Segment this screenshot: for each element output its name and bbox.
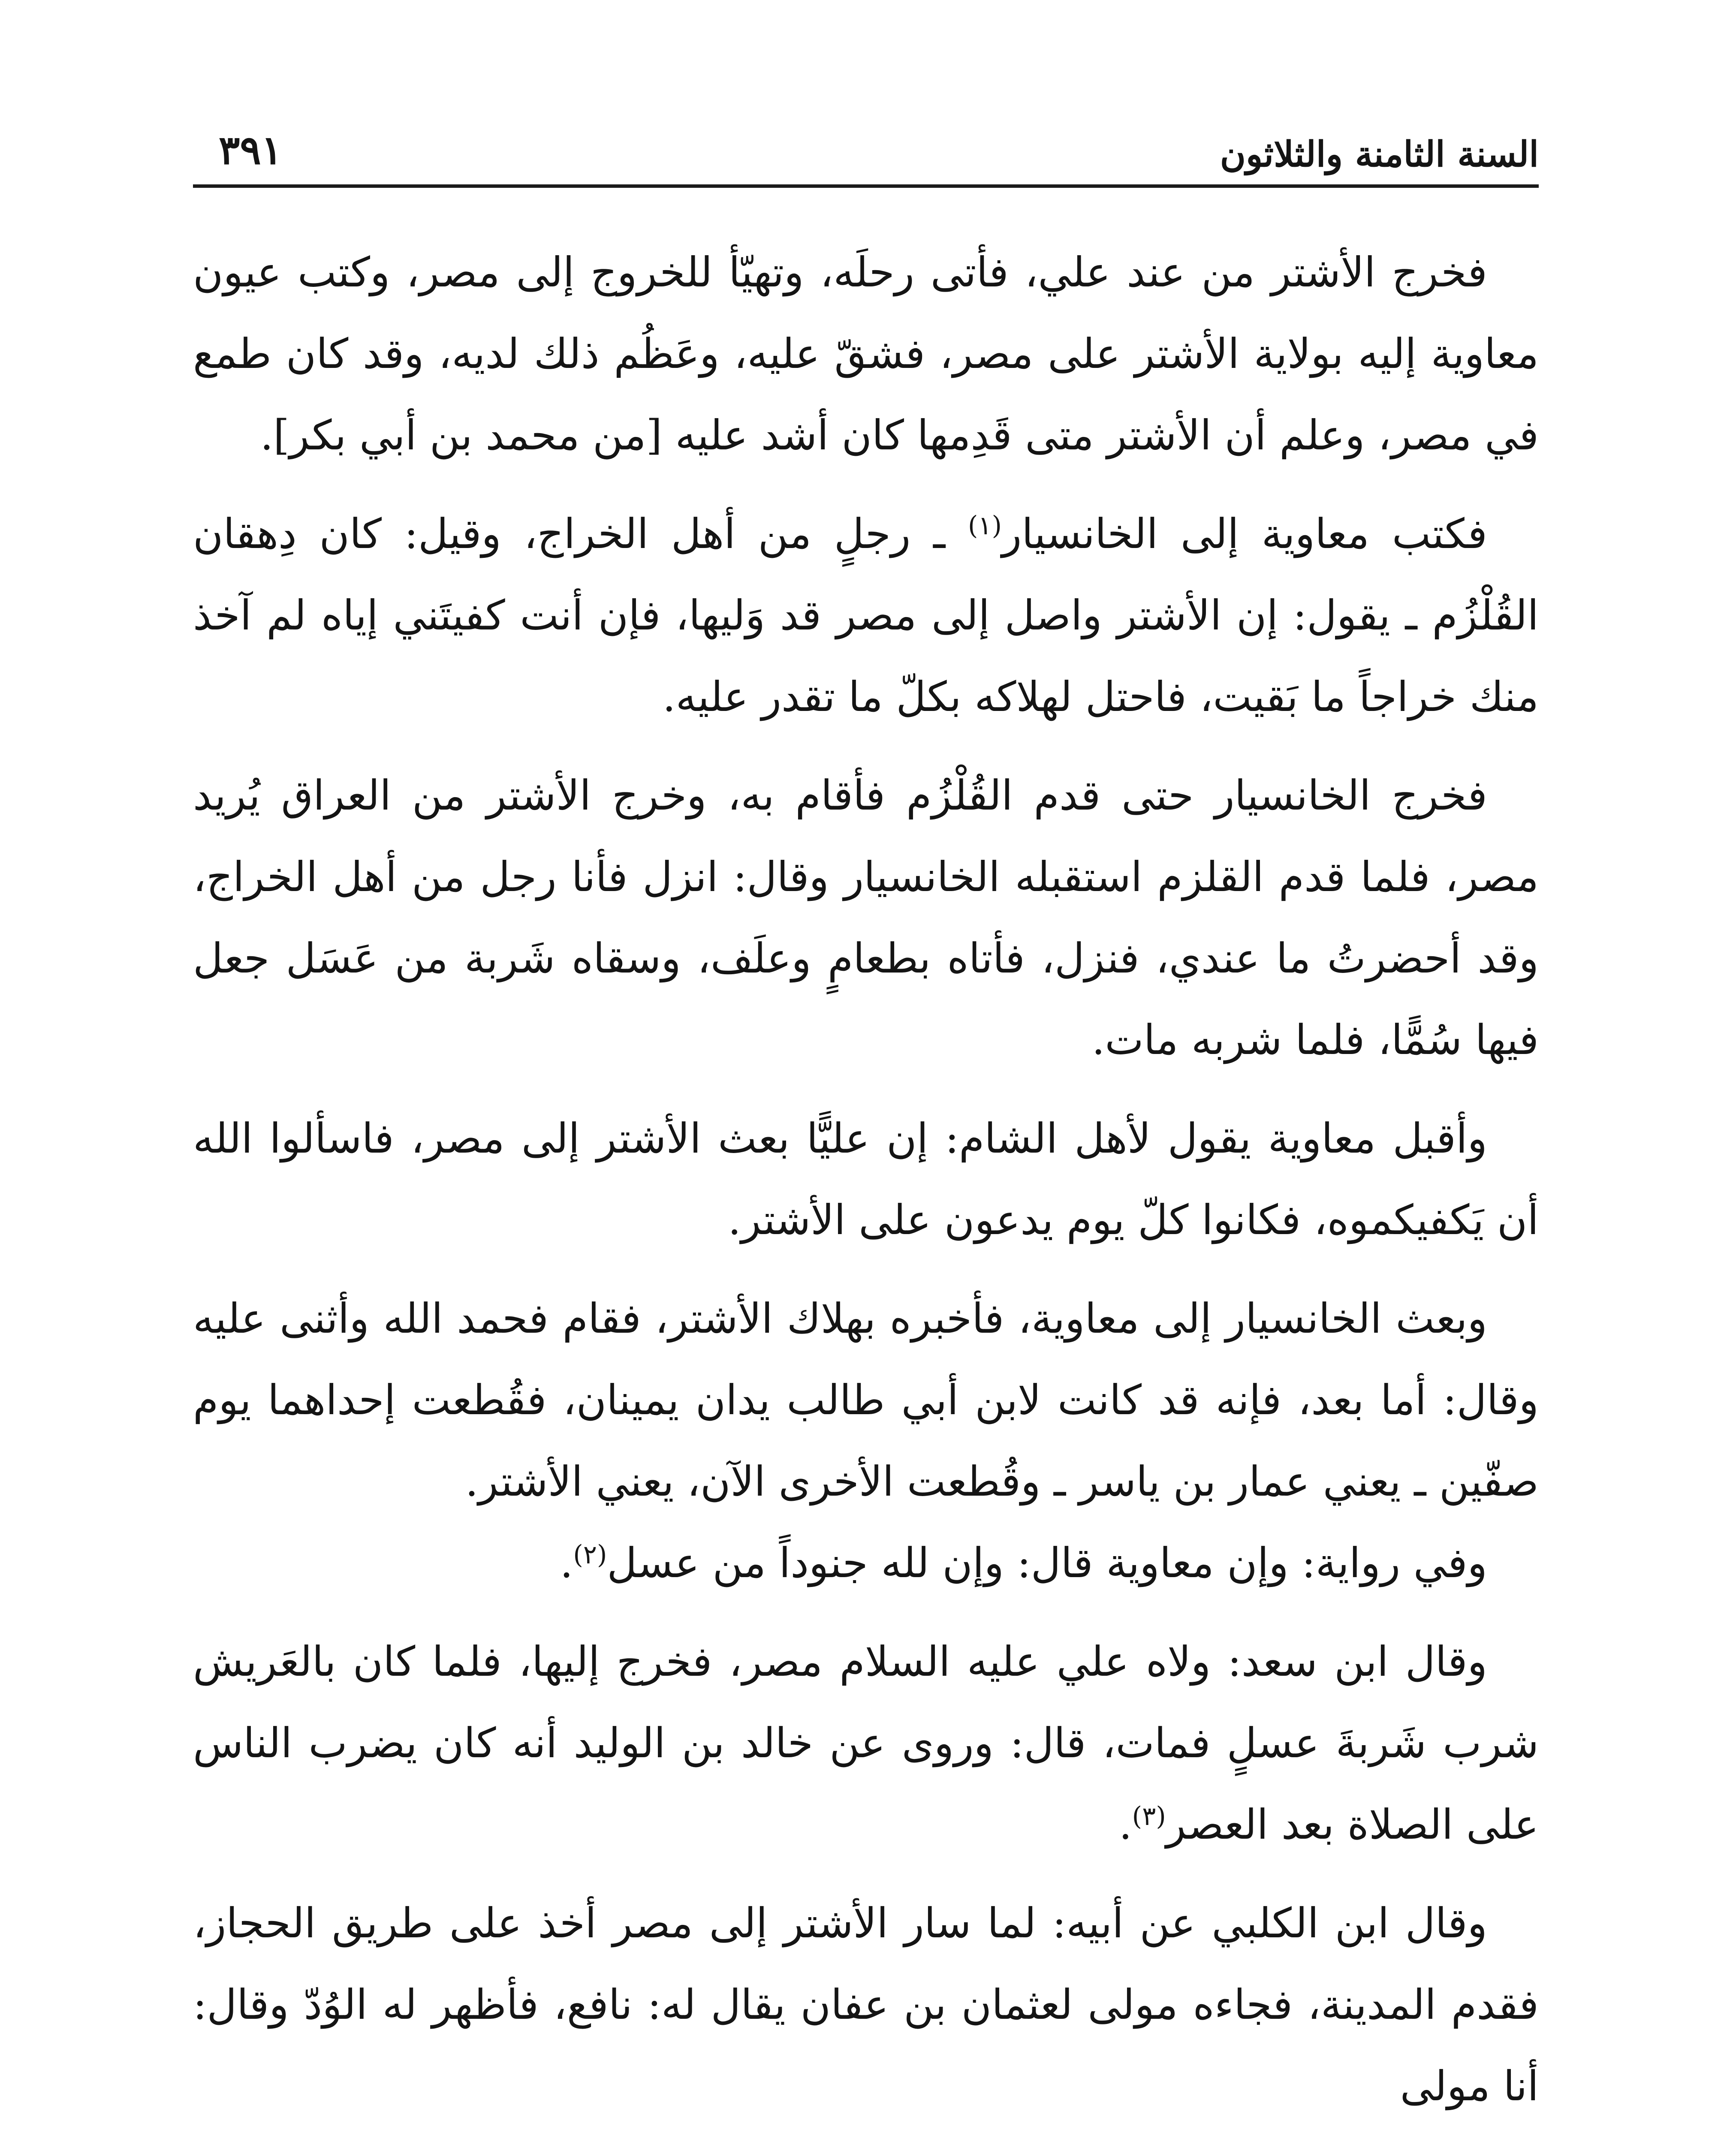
paragraph	[193, 232, 1539, 476]
paragraph	[193, 493, 1539, 738]
paragraph-text: وفي رواية: وإن معاوية قال: وإن لله جنوداً من عسل	[607, 1539, 1487, 1587]
running-title: السنة الثامنة والثلاثون	[1220, 134, 1539, 175]
paragraph-text: .	[560, 1539, 573, 1587]
paragraph	[193, 755, 1539, 1081]
running-header	[193, 120, 1539, 188]
paragraph-text: وأقبل معاوية يقول لأهل الشام: إن عليًّا بعث الأشتر إلى مصر، فاسألوا الله أن يَكفيكموه، فكانوا كلّ يوم يدعون على الأشتر.	[193, 1114, 1539, 1244]
footnote-reference: (١)	[967, 511, 1002, 541]
paragraph-text: ـ رجلٍ من أهل الخراج، وقيل: كان دِهقان القُلْزُم ـ يقول: إن الأشتر واصل إلى مصر قد وَليها، فإن أنت كفيتَني إياه لم آخذ منك خراجاً ما بَقيت، فاحتل لهلاكه بكلّ ما تقدر عليه.	[193, 510, 1539, 721]
paragraph-text: .	[1119, 1801, 1132, 1849]
paragraph-text: فكتب معاوية إلى الخانسيار	[1002, 510, 1488, 558]
paragraph-text: فخرج الأشتر من عند علي، فأتى رحلَه، وتهيّأ للخروج إلى مصر، وكتب عيون معاوية إليه بولاية الأشتر على مصر، فشقّ عليه، وعَظُم ذلك لديه، وقد كان طمع في مصر، وعلم أن الأشتر متى قَدِمها كان أشد عليه [من محمد بن أبي بكر].	[193, 248, 1539, 459]
paragraph	[193, 1882, 1539, 2127]
paragraph-text: وقال ابن الكلبي عن أبيه: لما سار الأشتر إلى مصر أخذ على طريق الحجاز، فقدم المدينة، فجاءه مولى لعثمان بن عفان يقال له: نافع، فأظهر له الوُدّ وقال: أنا مولى	[193, 1899, 1539, 2110]
main-text	[193, 232, 1539, 2144]
paragraph	[193, 1522, 1539, 1604]
footnote-reference: (٢)	[573, 1540, 607, 1570]
paragraph	[193, 1621, 1539, 1865]
paragraph-text: وقال ابن سعد: ولاه علي عليه السلام مصر، فخرج إليها، فلما كان بالعَريش شرب شَربةَ عسلٍ فمات، قال: وروى عن خالد بن الوليد أنه كان يضرب الناس على الصلاة بعد العصر	[193, 1638, 1539, 1849]
paragraph-text: وبعث الخانسيار إلى معاوية، فأخبره بهلاك الأشتر، فقام فحمد الله وأثنى عليه وقال: أما بعد، فإنه قد كانت لابن أبي طالب يدان يمينان، فقُطعت إحداهما يوم صفّين ـ يعني عمار بن ياسر ـ وقُطعت الأخرى الآن، يعني الأشتر.	[193, 1295, 1539, 1506]
page-number: ٣٩١	[219, 127, 283, 173]
paragraph	[193, 1098, 1539, 1261]
paragraph	[193, 1278, 1539, 1522]
footnote-reference: (٣)	[1132, 1801, 1166, 1831]
paragraph-text: فخرج الخانسيار حتى قدم القُلْزُم فأقام به، وخرج الأشتر من العراق يُريد مصر، فلما قدم القلزم استقبله الخانسيار وقال: انزل فأنا رجل من أهل الخراج، وقد أحضرتُ ما عندي، فنزل، فأتاه بطعامٍ وعلَف، وسقاه شَربة من عَسَل جعل فيها سُمًّا، فلما شربه مات.	[193, 771, 1539, 1064]
